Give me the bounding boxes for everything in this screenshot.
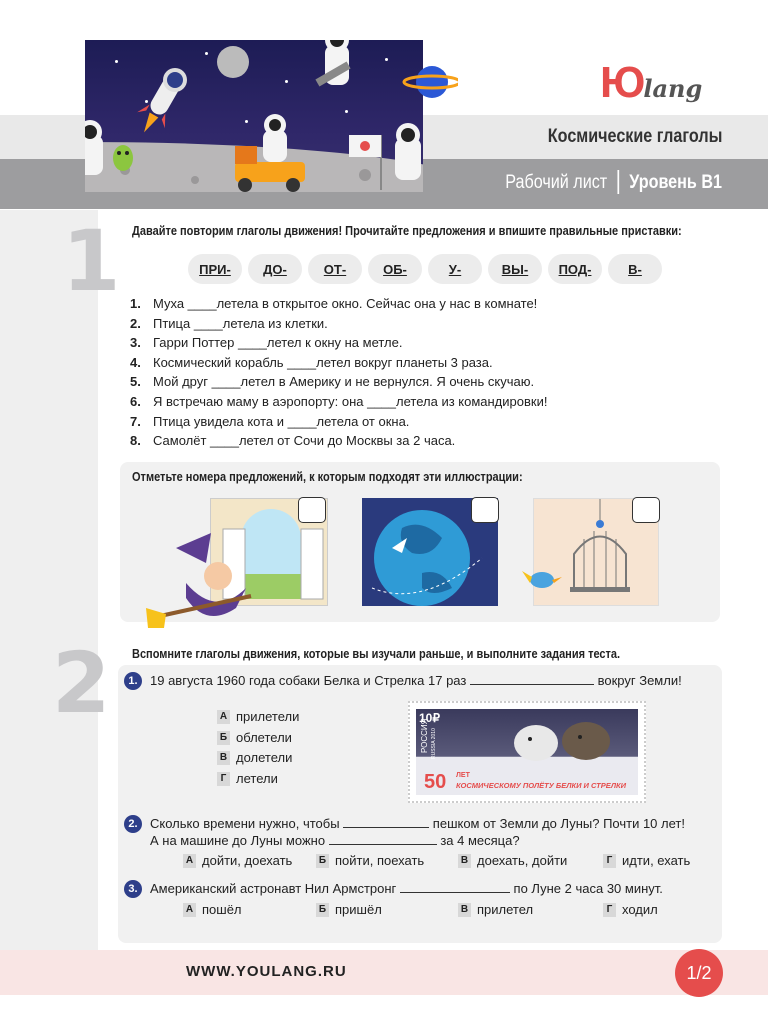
sentence-number: 2. (130, 315, 141, 331)
question-3 (150, 880, 663, 897)
list-item (130, 412, 547, 432)
answer-option[interactable] (183, 902, 242, 917)
answer-blank[interactable] (329, 833, 437, 845)
question-number-badge (124, 815, 142, 833)
list-item (130, 333, 547, 353)
question-text-end: пешком от Земли до Луны? Почти 10 лет! (432, 816, 685, 831)
stamp-value: 10₽ (419, 711, 440, 725)
option-text: ходил (622, 902, 658, 917)
sentence-number: 4. (130, 354, 141, 370)
list-item (130, 431, 547, 451)
answer-option[interactable] (458, 853, 567, 868)
option-text: доехать, дойти (477, 853, 568, 868)
worksheet-label: Рабочий лист (505, 172, 608, 193)
option-letter: Б (316, 854, 329, 868)
sentence-list (130, 294, 547, 451)
space-hero-illustration (85, 40, 423, 192)
prefix-chip: ОБ- (368, 254, 422, 284)
level-label: Уровень В1 (629, 172, 722, 193)
answer-option[interactable] (217, 709, 299, 724)
option-letter: А (217, 710, 230, 724)
question-2-line-2 (150, 832, 520, 849)
sentence-number: 5. (130, 374, 141, 390)
option-letter: В (217, 751, 230, 765)
option-letter: А (183, 903, 196, 917)
sentence-text[interactable]: Космический корабль ____летел вокруг планеты 3 раза. (153, 354, 493, 370)
question-number: 2. (128, 818, 138, 830)
section-number: 1 (62, 212, 121, 310)
sentence-number: 8. (130, 433, 141, 449)
answer-option[interactable] (603, 853, 690, 868)
subtitle-divider (617, 170, 619, 194)
logo-sub: lang (643, 74, 703, 103)
prefix-chip: ПРИ- (188, 254, 242, 284)
answer-option[interactable] (217, 750, 292, 765)
question-text-end: вокруг Земли! (597, 673, 682, 688)
prefix-chip: ДО- (248, 254, 302, 284)
sentence-text[interactable]: Птица ____летела из клетки. (153, 315, 328, 331)
prefix-chip: В- (608, 254, 662, 284)
list-item (130, 372, 547, 392)
answer-box[interactable] (471, 497, 499, 523)
option-text: летели (236, 771, 278, 786)
option-letter: Г (603, 854, 616, 868)
prefix-list (188, 254, 662, 284)
answer-blank[interactable] (343, 816, 429, 828)
option-letter: В (458, 903, 471, 917)
answer-option[interactable] (316, 853, 424, 868)
prefix-chip: У- (428, 254, 482, 284)
stamp-image (416, 709, 638, 795)
option-text: пошёл (202, 902, 242, 917)
option-text: дойти, доехать (202, 853, 293, 868)
footer-url[interactable]: WWW.YOULANG.RU (186, 963, 347, 980)
option-letter: Б (316, 903, 329, 917)
sentence-number: 7. (130, 413, 141, 429)
list-item (130, 392, 547, 412)
sentence-text[interactable]: Самолёт ____летел от Сочи до Москвы за 2 часа. (153, 433, 456, 449)
astronauts-icon (85, 40, 423, 192)
stamp-caption: КОСМИЧЕСКОМУ ПОЛЁТУ БЕЛКИ И СТРЕЛКИ (456, 781, 627, 790)
option-letter: А (183, 854, 196, 868)
list-item (130, 314, 547, 334)
question-number: 3. (128, 883, 138, 895)
question-text: 19 августа 1960 года собаки Белка и Стрелка 17 раз (150, 673, 467, 688)
list-item (130, 294, 547, 314)
prefix-chip: ПОД- (548, 254, 602, 284)
question-number: 1. (128, 675, 138, 687)
prefix-chip: ОТ- (308, 254, 362, 284)
sentence-text[interactable]: Птица увидела кота и ____летела от окна. (153, 413, 410, 429)
sentence-text[interactable]: Гарри Поттер ____летел к окну на метле. (153, 335, 403, 351)
illustrations-instruction: Отметьте номера предложений, к которым подходят эти иллюстрации: (132, 470, 523, 484)
section2-instruction: Вспомните глаголы движения, которые вы изучали раньше, и выполните задания теста. (132, 647, 621, 661)
answer-option[interactable] (316, 902, 382, 917)
question-text-end: за 4 месяца? (440, 833, 520, 848)
stamp-country-en: RUSSIA 2010 (431, 728, 437, 759)
dogs-icon (506, 715, 626, 765)
question-text: А на машине до Луны можно (150, 833, 326, 848)
option-text: пойти, поехать (335, 853, 425, 868)
option-letter: Г (217, 772, 230, 786)
page-title: Космические глаголы (547, 126, 722, 147)
answer-blank[interactable] (470, 673, 594, 685)
witch-on-broom-icon (146, 528, 256, 632)
left-margin-strip (0, 210, 98, 950)
sentence-text[interactable]: Я встречаю маму в аэропорту: она ____летела из командировки! (153, 393, 548, 409)
footer-band (0, 950, 768, 995)
question-text: Американский астронавт Нил Армстронг (150, 881, 397, 896)
section-number: 2 (52, 634, 111, 732)
option-text: облетели (236, 730, 292, 745)
option-text: пришёл (335, 902, 382, 917)
page-number-badge: 1/2 (675, 949, 723, 997)
option-letter: В (458, 854, 471, 868)
sentence-text[interactable]: Мой друг ____летел в Америку и не вернулся. Я очень скучаю. (153, 374, 535, 390)
planet-icon (402, 62, 458, 102)
question-text: Сколько времени нужно, чтобы (150, 816, 340, 831)
question-number-badge (124, 672, 142, 690)
sentence-number: 6. (130, 393, 141, 409)
answer-box[interactable] (298, 497, 326, 523)
sentence-number: 3. (130, 335, 141, 351)
answer-box[interactable] (632, 497, 660, 523)
answer-blank[interactable] (400, 881, 510, 893)
stamp-big-number: 50 (424, 771, 447, 793)
sentence-number: 1. (130, 296, 141, 311)
logo-main: Ю (600, 58, 646, 107)
question-text-end: по Луне 2 часа 30 минут. (513, 881, 663, 896)
question-2-line-1 (150, 815, 685, 832)
section1-instruction: Давайте повторим глаголы движения! Прочитайте предложения и впишите правильные приставки: (132, 224, 682, 238)
answer-option[interactable] (183, 853, 292, 868)
stamp-country: РОССИЯ (420, 718, 429, 753)
youlang-logo (600, 58, 702, 108)
question-number-badge (124, 880, 142, 898)
option-text: прилетел (477, 902, 534, 917)
postage-stamp (408, 701, 646, 803)
prefix-chip: ВЫ- (488, 254, 542, 284)
answer-option[interactable] (603, 902, 658, 917)
option-letter: Б (217, 731, 230, 745)
answer-option[interactable] (458, 902, 533, 917)
answer-option[interactable] (217, 771, 278, 786)
option-text: прилетели (236, 709, 300, 724)
answer-option[interactable] (217, 730, 292, 745)
stamp-years: ЛЕТ (456, 772, 470, 779)
sentence-text[interactable]: Муха ____летела в открытое окно. Сейчас она у нас в комнате! (153, 296, 538, 311)
question-1 (150, 672, 682, 689)
worksheet-subtitle (505, 172, 722, 194)
option-text: долетели (236, 750, 293, 765)
option-text: идти, ехать (622, 853, 691, 868)
option-letter: Г (603, 903, 616, 917)
list-item (130, 353, 547, 373)
bird-icon (520, 565, 564, 595)
